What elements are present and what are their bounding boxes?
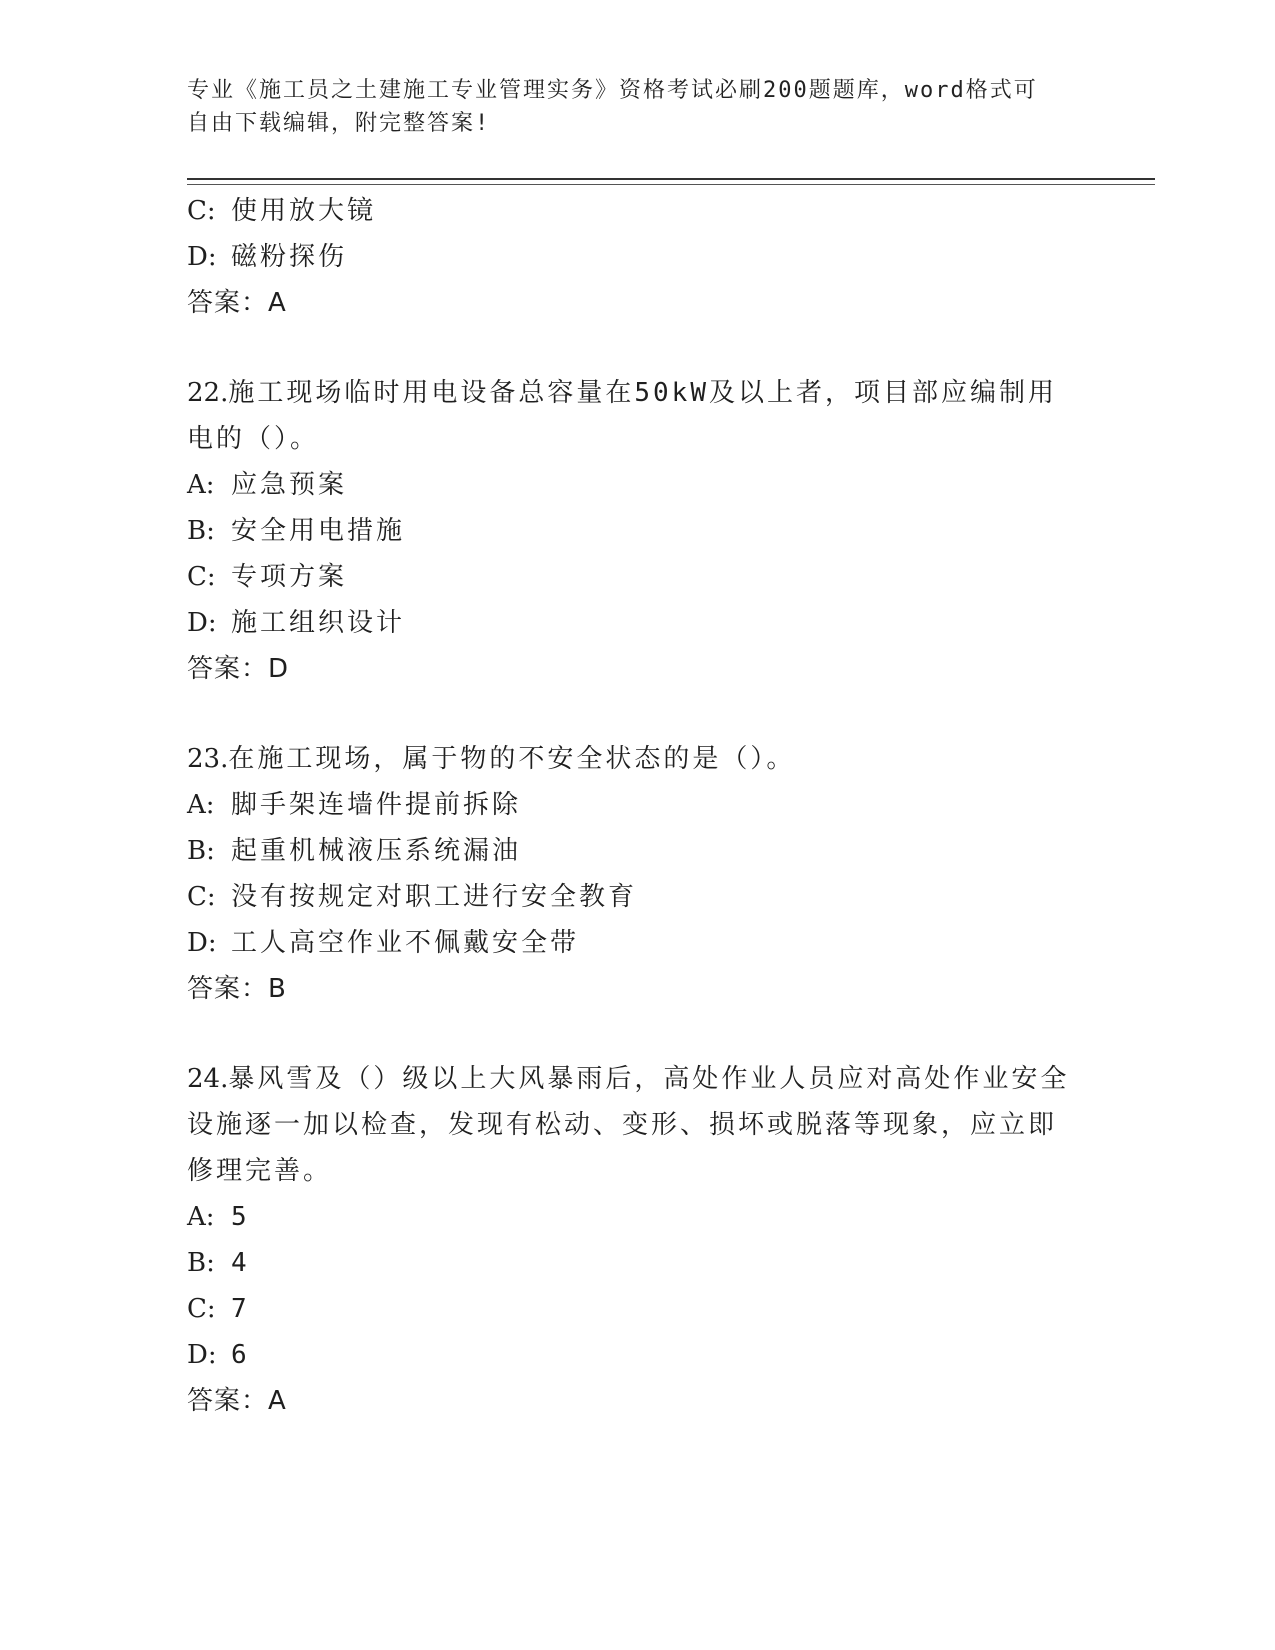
option-text: 应急预案 xyxy=(231,470,348,500)
question-stem-text: 暴风雪及（）级以上大风暴雨后，高处作业人员应对高处作业安全 xyxy=(228,1064,1070,1094)
option-text: 5 xyxy=(231,1202,250,1232)
option-row xyxy=(187,234,1087,280)
answer-row xyxy=(187,646,1087,692)
option-text: 安全用电措施 xyxy=(231,516,406,546)
answer-label: 答案： xyxy=(187,1386,269,1416)
option-label: B: xyxy=(187,516,215,546)
option-label: C: xyxy=(187,882,216,912)
answer-value: A xyxy=(268,288,286,318)
option-row xyxy=(187,782,1087,828)
document-header xyxy=(187,74,1067,140)
option-row xyxy=(187,1332,1087,1378)
option-row xyxy=(187,188,1087,234)
option-label: B: xyxy=(187,1248,215,1278)
question-block xyxy=(187,370,1087,692)
option-label: D: xyxy=(187,1340,217,1370)
header-line-1: 专业《施工员之土建施工专业管理实务》资格考试必刷200题题库，word格式可 xyxy=(187,78,1038,103)
option-label: C: xyxy=(187,1294,216,1324)
option-label: A: xyxy=(187,470,215,500)
question-number: 24. xyxy=(187,1064,229,1094)
answer-row xyxy=(187,280,1087,326)
answer-row xyxy=(187,1378,1087,1424)
option-row xyxy=(187,600,1087,646)
option-label: A: xyxy=(187,790,215,820)
question-list xyxy=(187,188,1087,1424)
question-block xyxy=(187,736,1087,1012)
question-stem-line xyxy=(187,370,1087,416)
option-label: C: xyxy=(187,196,216,226)
option-label: B: xyxy=(187,836,215,866)
answer-value: B xyxy=(268,974,286,1004)
header-divider-thin xyxy=(187,184,1155,185)
option-text: 没有按规定对职工进行安全教育 xyxy=(231,882,638,912)
question-stem-line xyxy=(187,1102,1087,1148)
question-number: 22. xyxy=(187,378,229,408)
question-block xyxy=(187,1056,1087,1424)
question-stem-line xyxy=(187,1148,1087,1194)
option-row xyxy=(187,554,1087,600)
option-text: 起重机械液压系统漏油 xyxy=(231,836,522,866)
option-row xyxy=(187,462,1087,508)
option-row xyxy=(187,508,1087,554)
question-number: 23. xyxy=(187,744,229,774)
option-label: A: xyxy=(187,1202,215,1232)
question-stem-line xyxy=(187,736,1087,782)
question-block-partial xyxy=(187,188,1087,326)
option-text: 脚手架连墙件提前拆除 xyxy=(231,790,522,820)
question-stem-text: 施工现场临时用电设备总容量在50kW及以上者，项目部应编制用 xyxy=(228,378,1057,408)
option-text: 工人高空作业不佩戴安全带 xyxy=(231,928,580,958)
answer-label: 答案： xyxy=(187,288,269,318)
question-stem-line xyxy=(187,416,1087,462)
option-text: 4 xyxy=(231,1248,250,1278)
option-row xyxy=(187,920,1087,966)
option-label: C: xyxy=(187,562,216,592)
option-text: 施工组织设计 xyxy=(231,608,406,638)
header-divider-thick xyxy=(187,178,1155,180)
option-text: 使用放大镜 xyxy=(231,196,377,226)
answer-value: A xyxy=(268,1386,286,1416)
answer-row xyxy=(187,966,1087,1012)
answer-label: 答案： xyxy=(187,974,269,1004)
option-text: 专项方案 xyxy=(231,562,348,592)
option-row xyxy=(187,828,1087,874)
question-stem-text: 设施逐一加以检查，发现有松动、变形、损坏或脱落等现象，应立即 xyxy=(187,1110,1058,1140)
option-label: D: xyxy=(187,608,217,638)
option-text: 6 xyxy=(231,1340,250,1370)
option-row xyxy=(187,1194,1087,1240)
question-stem-text: 修理完善。 xyxy=(187,1156,333,1186)
option-label: D: xyxy=(187,928,217,958)
question-stem-line xyxy=(187,1056,1087,1102)
option-row xyxy=(187,1286,1087,1332)
answer-value: D xyxy=(268,654,289,684)
option-row xyxy=(187,874,1087,920)
answer-label: 答案： xyxy=(187,654,269,684)
question-stem-text: 在施工现场，属于物的不安全状态的是（）。 xyxy=(228,744,796,774)
header-line-2: 自由下载编辑，附完整答案! xyxy=(187,111,491,136)
option-text: 磁粉探伤 xyxy=(231,242,348,272)
question-stem-text: 电的（）。 xyxy=(187,424,320,454)
option-label: D: xyxy=(187,242,217,272)
option-row xyxy=(187,1240,1087,1286)
option-text: 7 xyxy=(231,1294,250,1324)
